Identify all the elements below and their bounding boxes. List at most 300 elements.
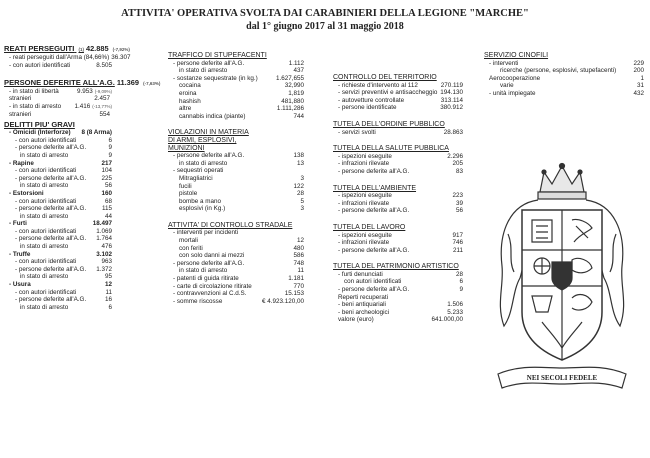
row-value-number: 115	[101, 205, 112, 213]
lavoro-title: TUTELA DEL LAVORO	[333, 223, 406, 231]
data-row	[333, 309, 463, 317]
row-value-number: 13	[296, 159, 304, 167]
row-value-number: 223	[452, 192, 463, 200]
data-row	[168, 60, 304, 68]
persone-list	[4, 88, 112, 118]
row-value	[631, 90, 644, 98]
row-value	[109, 54, 130, 62]
data-row	[168, 245, 304, 253]
row-value-number: 1.764	[96, 235, 112, 243]
data-row	[333, 247, 463, 255]
row-value	[454, 168, 463, 176]
row-value	[450, 239, 463, 247]
row-label: - interventi per incidenti	[173, 229, 239, 237]
carabinieri-coat-of-arms-emblem	[492, 162, 632, 400]
row-label: esplosivi (in Kg.)	[179, 205, 226, 213]
row-label: - ispezioni eseguite	[338, 152, 392, 160]
row-value	[274, 75, 304, 83]
delitto-header	[4, 281, 112, 289]
row-value-number: 380.912	[440, 104, 463, 112]
reati-perseguiti-value: 42.885	[85, 44, 109, 53]
row-label: mortali	[179, 237, 198, 245]
row-label: in stato di arresto	[20, 243, 69, 251]
ordine-list	[333, 129, 463, 137]
data-row	[4, 54, 131, 62]
row-value-number: 313.114	[440, 96, 463, 104]
row-label: fucili	[179, 182, 192, 190]
row-value-number: 963	[101, 258, 112, 266]
row-label: in stato di arresto	[20, 303, 69, 311]
row-value	[106, 152, 112, 160]
data-row	[168, 167, 304, 175]
reati-perseguiti-title: REATI PERSEGUITI	[4, 44, 75, 53]
row-value-number: 9	[108, 151, 112, 159]
row-value	[442, 129, 463, 137]
row-label: - sequestri operati	[173, 167, 224, 175]
row-value-number: 31	[636, 82, 644, 90]
data-row	[4, 175, 112, 183]
row-label: con solo danni ai mezzi	[179, 252, 245, 260]
delitto-value: 3.102	[96, 250, 112, 258]
data-row	[168, 90, 304, 98]
row-value-number: 1.416	[74, 102, 91, 110]
data-row	[4, 137, 112, 145]
data-row	[484, 67, 644, 75]
data-row	[4, 182, 112, 190]
row-value	[298, 198, 304, 206]
data-row	[168, 275, 304, 283]
row-label: - con autori identificati	[15, 136, 77, 144]
delitto-rapine	[4, 160, 112, 190]
row-label: varie	[500, 82, 514, 90]
row-value	[291, 283, 304, 291]
data-row	[4, 213, 112, 221]
row-value	[450, 192, 463, 200]
row-value	[635, 82, 644, 90]
row-value-number: 1.181	[288, 275, 304, 283]
data-row	[333, 207, 463, 215]
column-reati-delitti	[4, 44, 161, 311]
data-row	[4, 198, 112, 206]
row-label: Reperti recuperati	[338, 293, 389, 301]
row-label: - beni archeologici	[338, 308, 390, 316]
data-row	[168, 175, 304, 183]
row-value-number: 6	[108, 303, 112, 311]
row-value	[291, 260, 304, 268]
row-value-number: 44	[104, 212, 112, 220]
row-label: - ispezioni eseguite	[338, 192, 392, 200]
row-value-number: 83	[455, 167, 463, 175]
row-value-number: 200	[633, 67, 644, 75]
row-value-number: 917	[452, 231, 463, 239]
row-value-number: 432	[633, 89, 644, 97]
row-value-number: 770	[293, 282, 304, 290]
row-label: - patenti di guida ritirate	[173, 275, 239, 283]
row-value	[100, 205, 112, 213]
row-value-number: 1.627,655	[275, 74, 304, 82]
data-row	[333, 286, 463, 294]
row-label: - in stato di libertà	[9, 87, 59, 95]
row-pct	[110, 96, 112, 101]
delitto-usura	[4, 281, 112, 311]
row-label: - infrazioni rilevate	[338, 160, 390, 168]
salute-title: TUTELA DELLA SALUTE PUBBLICA	[333, 145, 449, 153]
delitto-header	[4, 160, 112, 168]
row-label: in stato di arresto	[20, 212, 69, 220]
delitto-omicidi	[4, 129, 112, 159]
row-value-number: 2.296	[447, 152, 463, 160]
data-row	[168, 252, 304, 260]
data-row	[168, 190, 304, 198]
row-value-number: 437	[293, 67, 304, 75]
data-row	[4, 111, 112, 119]
data-row	[4, 273, 112, 281]
row-value-number: 211	[452, 246, 463, 254]
data-row	[168, 260, 304, 268]
data-row	[333, 301, 463, 309]
reati-perseguiti-note: (1)	[78, 47, 84, 52]
row-value-number: 56	[104, 182, 112, 190]
lavoro-list	[333, 232, 463, 255]
delitto-value: 12	[104, 281, 112, 289]
row-value	[97, 111, 112, 119]
row-value-number: 1.506	[447, 301, 463, 309]
row-pct: (-9,09%)	[94, 88, 112, 94]
row-value-number: 68	[104, 197, 112, 205]
row-value-number: 39	[455, 199, 463, 207]
row-value	[445, 309, 463, 317]
row-label: - infrazioni rilevate	[338, 239, 390, 247]
row-label: - contravvenzioni al C.d.S.	[173, 290, 247, 298]
row-value-number: 11	[105, 288, 112, 296]
row-label: Mitragliatrici	[179, 174, 213, 182]
row-value	[75, 88, 112, 96]
row-label: ricerche (persone, esplosivi, stupefacenti)	[500, 67, 617, 75]
data-row	[333, 89, 463, 97]
row-value	[291, 245, 304, 253]
delitto-truffe	[4, 251, 112, 281]
row-label: eroina	[179, 89, 197, 97]
delitti-groups	[4, 129, 112, 311]
delitto-value: 8 (8 Arma)	[81, 129, 112, 137]
row-label: con feriti	[179, 244, 203, 252]
data-row	[333, 239, 463, 247]
row-value-number: 6	[108, 136, 112, 144]
row-label: - furti denunciati	[338, 270, 383, 278]
row-value-number: 641.000,00	[431, 316, 463, 324]
data-row	[4, 243, 112, 251]
row-label: - in stato di arresto	[9, 102, 62, 110]
row-label: - persone deferite all'A.G.	[173, 152, 245, 160]
data-row	[484, 60, 644, 68]
row-label: - reati perseguiti dall'Arma (84,66%)	[9, 54, 110, 61]
row-label: hashish	[179, 97, 201, 105]
row-pct	[110, 112, 112, 117]
row-label: altre	[179, 105, 192, 113]
row-label: - servizi preventivi e antisaccheggio	[338, 89, 438, 97]
row-value	[291, 67, 304, 75]
row-label: con autori identificati	[344, 278, 402, 286]
data-row	[168, 298, 304, 306]
data-row	[4, 304, 112, 312]
territorio-title: CONTROLLO DEL TERRITORIO	[333, 74, 437, 81]
row-label: cannabis indica (piante)	[179, 112, 246, 120]
column-stupefacenti-armi-stradale	[168, 52, 304, 305]
delitto-label: - Omicidi (Interforze)	[9, 129, 71, 137]
row-value	[298, 175, 304, 183]
row-label: - con autori identificati	[15, 258, 77, 266]
patrimonio-list	[333, 271, 463, 324]
data-row	[484, 82, 644, 90]
row-label: - sostanze sequestrate (in kg.)	[173, 74, 258, 82]
row-value	[457, 278, 463, 286]
delitto-label: - Estorsioni	[9, 189, 44, 197]
row-label: - persone deferite all'A.G.	[15, 144, 87, 152]
row-value-number: 476	[101, 243, 112, 251]
row-value	[72, 103, 112, 111]
row-value	[283, 290, 304, 298]
row-value-number: 104	[101, 167, 112, 175]
row-label: - persone deferite all'A.G.	[173, 259, 245, 267]
row-value-number: 1.112	[288, 59, 304, 67]
data-row	[333, 271, 463, 279]
row-value-number: 9.953	[76, 87, 93, 95]
data-row	[333, 160, 463, 168]
row-value	[291, 183, 304, 191]
row-value-number: 586	[293, 252, 304, 260]
ambiente-list	[333, 192, 463, 215]
stradale-title: ATTIVITA' DI CONTROLLO STRADALE	[168, 221, 293, 229]
traffico-title: TRAFFICO DI STUPEFACENTI	[168, 52, 267, 59]
row-label: - persone deferite all'A.G.	[15, 265, 87, 273]
row-value	[638, 75, 644, 83]
row-value-number: 6	[459, 278, 463, 286]
row-value-number: 138	[293, 152, 304, 160]
row-value	[94, 235, 112, 243]
data-row	[4, 289, 112, 297]
row-value	[94, 62, 112, 70]
row-value-number: 36.307	[111, 54, 131, 61]
row-label: - persone deferite all'A.G.	[15, 296, 87, 304]
persone-deferite-title: PERSONE DEFERITE ALL'A.G.	[4, 78, 115, 88]
delitto-label: - Truffe	[9, 250, 31, 258]
armi-title: VIOLAZIONI IN MATERIA DI ARMI, ESPLOSIVI, MUNIZIONI	[168, 129, 249, 152]
row-value-number: 229	[633, 59, 644, 67]
row-value	[286, 90, 304, 98]
delitto-value: 160	[101, 189, 112, 197]
data-row	[168, 152, 304, 160]
row-value-number: 2.457	[94, 95, 110, 103]
row-value	[103, 273, 112, 281]
row-value	[454, 200, 463, 208]
row-label: - richieste d'intervento al 112	[338, 81, 418, 89]
row-value	[291, 152, 304, 160]
row-label: in stato di arresto	[179, 267, 228, 275]
row-label: - ispezioni eseguite	[338, 231, 392, 239]
column-cinofili	[484, 52, 644, 98]
row-value	[286, 275, 304, 283]
row-label: in stato di arresto	[179, 67, 228, 75]
ambiente-title: TUTELA DELL'AMBIENTE	[333, 184, 417, 192]
row-value	[439, 97, 463, 105]
row-value	[295, 237, 304, 245]
row-label: in stato di arresto	[20, 182, 69, 190]
row-label: - con autori identificati	[15, 197, 77, 205]
delitto-estorsioni	[4, 190, 112, 220]
row-value-number: 9	[459, 286, 463, 294]
persone-deferite-pct: (-7,63%)	[143, 81, 161, 87]
row-label: Aerocooperazione	[489, 74, 541, 82]
row-value-number: 95	[104, 273, 112, 281]
row-value-number: 3	[300, 205, 304, 213]
row-value	[291, 252, 304, 260]
row-value-number: 1,819	[288, 89, 304, 97]
delitto-header	[4, 220, 112, 228]
delitto-label: - Furti	[9, 220, 27, 228]
row-value-number: 225	[101, 174, 112, 182]
row-label: - con autori identificati	[15, 288, 77, 296]
data-row	[4, 266, 112, 274]
row-label: valore (euro)	[338, 316, 374, 324]
patrimonio-title: TUTELA DEL PATRIMONIO ARTISTICO	[333, 263, 459, 271]
row-value	[291, 113, 304, 121]
row-value	[260, 298, 304, 306]
row-label: - carte di circolazione ritirate	[173, 282, 252, 290]
row-value	[457, 286, 463, 294]
row-label: - autovetture controllate	[338, 96, 405, 104]
row-value	[106, 137, 112, 145]
row-value	[94, 228, 112, 236]
data-row	[333, 82, 463, 90]
row-value-number: 16	[104, 296, 112, 304]
motto-text: NEI SECOLI FEDELE	[526, 374, 598, 382]
row-value	[295, 190, 304, 198]
row-value	[295, 267, 304, 275]
row-value	[438, 89, 463, 97]
row-value	[94, 266, 112, 274]
row-value	[92, 95, 112, 103]
row-label: in stato di arresto	[20, 151, 69, 159]
row-label: - persone deferite all'A.G.	[173, 59, 245, 67]
data-row	[168, 290, 304, 298]
ordine-title: TUTELA DELL'ORDINE PUBBLICO	[333, 120, 445, 128]
row-value-number: 9	[108, 144, 112, 152]
row-value	[445, 153, 463, 161]
data-row	[4, 62, 112, 70]
row-value-number: 1.372	[96, 265, 112, 273]
row-value-number: 28	[296, 190, 304, 198]
reati-perseguiti-pct: (-7,92%)	[112, 47, 130, 52]
row-value-number: 5	[300, 197, 304, 205]
salute-list	[333, 153, 463, 176]
data-row	[4, 103, 112, 111]
row-value	[451, 247, 463, 255]
row-label: - persone deferite all'A.G.	[338, 167, 410, 175]
row-label: - con autori identificati	[9, 61, 71, 69]
data-row	[168, 198, 304, 206]
row-label: - unità impiegate	[489, 89, 536, 97]
row-value	[103, 296, 112, 304]
delitto-value: 18.497	[92, 220, 112, 228]
data-row	[333, 232, 463, 240]
row-value	[439, 82, 463, 90]
row-label: - persone deferite all'A.G.	[338, 207, 410, 215]
data-row	[333, 129, 463, 137]
reati-list	[4, 54, 131, 69]
data-row	[168, 82, 304, 90]
row-label: - con autori identificati	[15, 167, 77, 175]
row-value-number: 480	[293, 244, 304, 252]
stradale-list	[168, 229, 304, 305]
data-row	[4, 235, 112, 243]
row-value-number: 12	[296, 237, 304, 245]
row-value-number: 15.153	[284, 290, 304, 298]
row-value-number: 748	[293, 259, 304, 267]
row-value	[631, 67, 644, 75]
persone-deferite-row	[4, 74, 161, 88]
row-value	[99, 167, 112, 175]
data-row	[168, 267, 304, 275]
row-value-number: 28	[455, 270, 463, 278]
row-label: stranieri	[9, 110, 32, 118]
cinofili-title: SERVIZIO CINOFILI	[484, 52, 549, 59]
row-value-number: 744	[293, 112, 304, 120]
data-row	[333, 294, 463, 302]
row-value-number: 205	[452, 160, 463, 168]
persone-deferite-value: 11.369	[116, 78, 140, 88]
row-value-number: 746	[452, 239, 463, 247]
delitto-header	[4, 129, 112, 137]
row-value	[450, 160, 463, 168]
row-label: - persone deferite all'A.G.	[15, 205, 87, 213]
row-value	[631, 60, 644, 68]
row-value	[106, 304, 112, 312]
row-value-number: 32,990	[284, 82, 304, 90]
row-value-number: 28.863	[443, 128, 463, 136]
row-label: - persone deferite all'A.G.	[15, 174, 87, 182]
row-label: - persone deferite all'A.G.	[15, 235, 87, 243]
row-value	[454, 207, 463, 215]
data-row	[168, 183, 304, 191]
data-row	[4, 152, 112, 160]
data-row	[4, 95, 112, 103]
data-row	[333, 316, 463, 324]
row-label: - persone deferite all'A.G.	[338, 286, 410, 294]
report-subtitle: dal 1° giugno 2017 al 31 maggio 2018	[246, 21, 404, 32]
row-pct: (-13,77%)	[92, 103, 112, 109]
data-row	[168, 105, 304, 113]
territorio-list	[333, 82, 463, 112]
row-label: - persone deferite all'A.G.	[338, 246, 410, 254]
row-value	[275, 105, 304, 113]
data-row	[168, 98, 304, 106]
row-value	[103, 213, 112, 221]
row-label: bombe a mano	[179, 197, 222, 205]
data-row	[168, 160, 304, 168]
row-value-number: 3	[300, 174, 304, 182]
data-row	[4, 205, 112, 213]
row-value-number: 481,880	[281, 97, 304, 105]
data-row	[168, 205, 304, 213]
data-row	[4, 228, 112, 236]
row-value	[103, 289, 112, 297]
row-value	[287, 60, 304, 68]
data-row	[168, 283, 304, 291]
data-row	[4, 296, 112, 304]
row-label: stranieri	[9, 95, 32, 103]
data-row	[333, 168, 463, 176]
row-label: - con autori identificati	[15, 227, 77, 235]
